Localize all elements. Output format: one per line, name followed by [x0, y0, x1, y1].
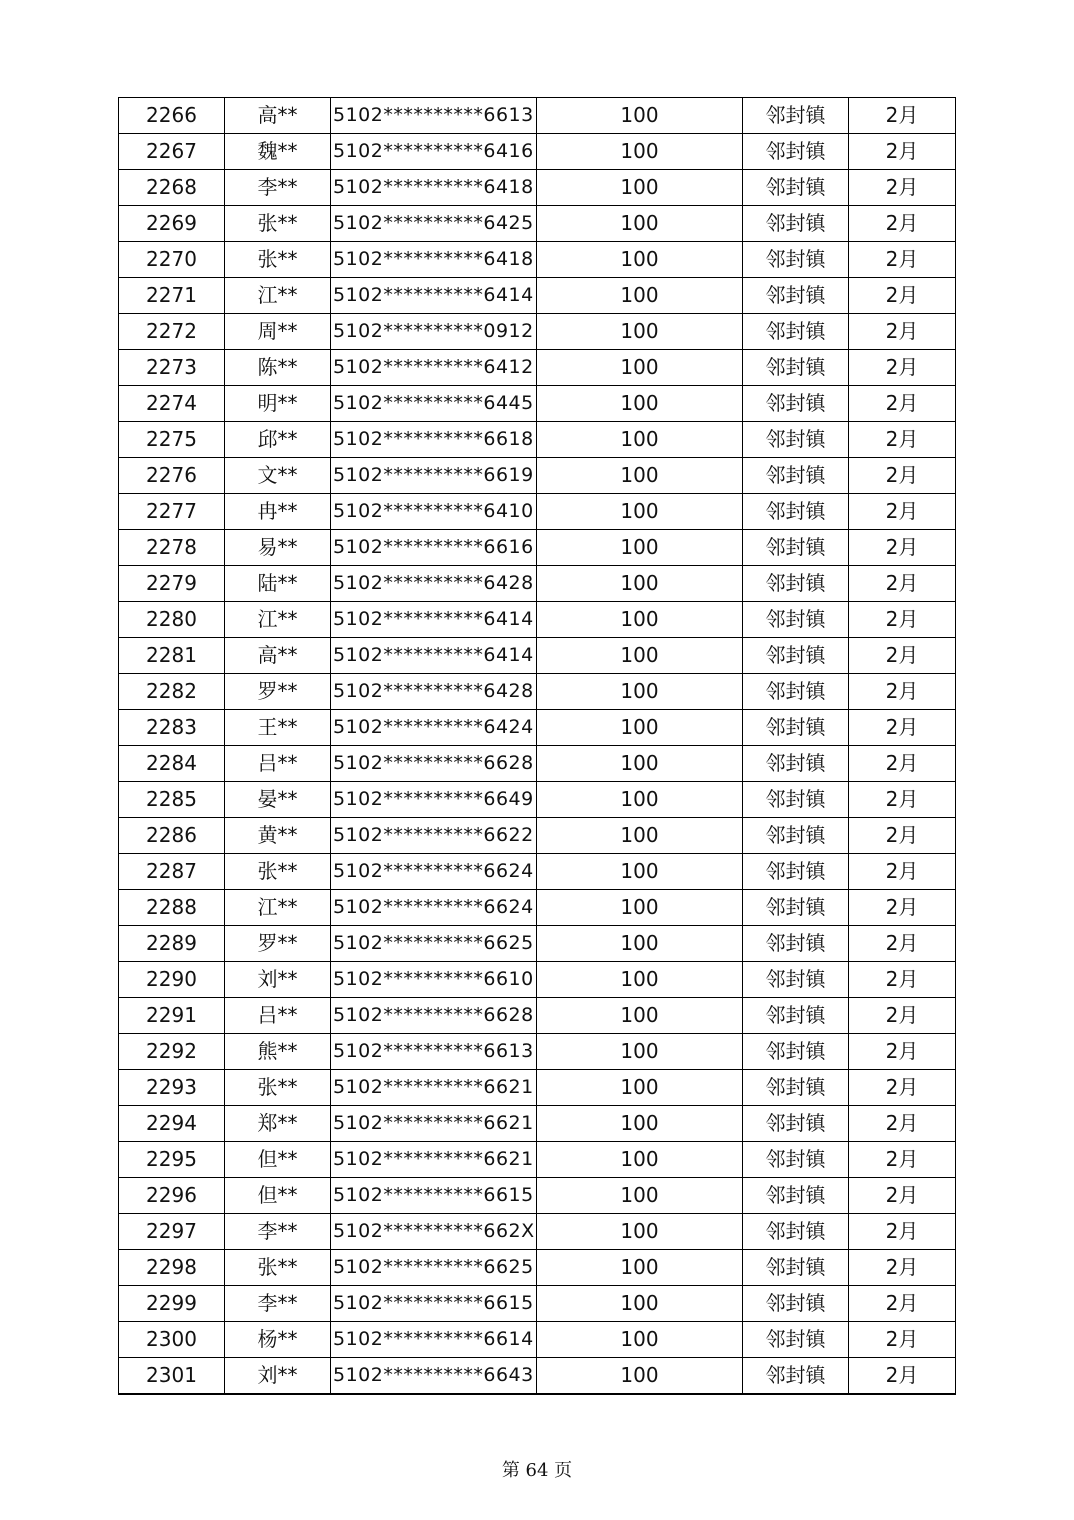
- serial-number-cell: 2293: [119, 1070, 225, 1106]
- town-cell: 邻封镇: [743, 566, 849, 602]
- month-cell: 2月: [849, 206, 956, 242]
- id-number-cell: 5102**********6628: [331, 998, 537, 1034]
- table-row: [119, 1178, 956, 1214]
- amount-cell: 100: [537, 1106, 743, 1142]
- id-number-cell: 5102**********6613: [331, 1034, 537, 1070]
- town-cell: 邻封镇: [743, 1250, 849, 1286]
- name-cell: 魏**: [225, 134, 331, 170]
- table-row: [119, 314, 956, 350]
- amount-cell: 100: [537, 782, 743, 818]
- id-number-cell: 5102**********6613: [331, 98, 537, 134]
- table-row: [119, 170, 956, 206]
- id-number-cell: 5102**********6643: [331, 1358, 537, 1395]
- month-cell: 2月: [849, 1070, 956, 1106]
- month-cell: 2月: [849, 1214, 956, 1250]
- month-cell: 2月: [849, 890, 956, 926]
- amount-cell: 100: [537, 710, 743, 746]
- town-cell: 邻封镇: [743, 674, 849, 710]
- month-cell: 2月: [849, 98, 956, 134]
- amount-cell: 100: [537, 746, 743, 782]
- id-number-cell: 5102**********6414: [331, 602, 537, 638]
- serial-number-cell: 2274: [119, 386, 225, 422]
- table-row: [119, 746, 956, 782]
- amount-cell: 100: [537, 206, 743, 242]
- name-cell: 周**: [225, 314, 331, 350]
- serial-number-cell: 2287: [119, 854, 225, 890]
- id-number-cell: 5102**********6414: [331, 278, 537, 314]
- town-cell: 邻封镇: [743, 494, 849, 530]
- serial-number-cell: 2298: [119, 1250, 225, 1286]
- town-cell: 邻封镇: [743, 782, 849, 818]
- id-number-cell: 5102**********6621: [331, 1106, 537, 1142]
- serial-number-cell: 2299: [119, 1286, 225, 1322]
- month-cell: 2月: [849, 170, 956, 206]
- table-row: [119, 1142, 956, 1178]
- id-number-cell: 5102**********6428: [331, 674, 537, 710]
- serial-number-cell: 2270: [119, 242, 225, 278]
- month-cell: 2月: [849, 422, 956, 458]
- town-cell: 邻封镇: [743, 422, 849, 458]
- name-cell: 高**: [225, 98, 331, 134]
- amount-cell: 100: [537, 962, 743, 998]
- id-number-cell: 5102**********6621: [331, 1070, 537, 1106]
- serial-number-cell: 2273: [119, 350, 225, 386]
- town-cell: 邻封镇: [743, 314, 849, 350]
- name-cell: 李**: [225, 1214, 331, 1250]
- town-cell: 邻封镇: [743, 350, 849, 386]
- serial-number-cell: 2301: [119, 1358, 225, 1395]
- town-cell: 邻封镇: [743, 458, 849, 494]
- month-cell: 2月: [849, 134, 956, 170]
- id-number-cell: 5102**********6414: [331, 638, 537, 674]
- table-row: [119, 422, 956, 458]
- id-number-cell: 5102**********6625: [331, 1250, 537, 1286]
- name-cell: 张**: [225, 1250, 331, 1286]
- table-row: [119, 710, 956, 746]
- serial-number-cell: 2297: [119, 1214, 225, 1250]
- name-cell: 邱**: [225, 422, 331, 458]
- month-cell: 2月: [849, 566, 956, 602]
- month-cell: 2月: [849, 1286, 956, 1322]
- name-cell: 冉**: [225, 494, 331, 530]
- town-cell: 邻封镇: [743, 530, 849, 566]
- table-row: [119, 278, 956, 314]
- table-row: [119, 458, 956, 494]
- town-cell: 邻封镇: [743, 638, 849, 674]
- serial-number-cell: 2272: [119, 314, 225, 350]
- name-cell: 刘**: [225, 962, 331, 998]
- id-number-cell: 5102**********6428: [331, 566, 537, 602]
- month-cell: 2月: [849, 530, 956, 566]
- table-row: [119, 1214, 956, 1250]
- name-cell: 刘**: [225, 1358, 331, 1395]
- name-cell: 王**: [225, 710, 331, 746]
- name-cell: 郑**: [225, 1106, 331, 1142]
- id-number-cell: 5102**********6424: [331, 710, 537, 746]
- table-row: [119, 566, 956, 602]
- page-number: 第 64 页: [501, 1460, 573, 1481]
- town-cell: 邻封镇: [743, 818, 849, 854]
- table-row: [119, 494, 956, 530]
- serial-number-cell: 2288: [119, 890, 225, 926]
- town-cell: 邻封镇: [743, 1106, 849, 1142]
- amount-cell: 100: [537, 854, 743, 890]
- serial-number-cell: 2275: [119, 422, 225, 458]
- town-cell: 邻封镇: [743, 998, 849, 1034]
- town-cell: 邻封镇: [743, 854, 849, 890]
- serial-number-cell: 2286: [119, 818, 225, 854]
- serial-number-cell: 2279: [119, 566, 225, 602]
- id-number-cell: 5102**********6618: [331, 422, 537, 458]
- month-cell: 2月: [849, 854, 956, 890]
- name-cell: 陈**: [225, 350, 331, 386]
- id-number-cell: 5102**********6621: [331, 1142, 537, 1178]
- town-cell: 邻封镇: [743, 1178, 849, 1214]
- month-cell: 2月: [849, 998, 956, 1034]
- amount-cell: 100: [537, 494, 743, 530]
- town-cell: 邻封镇: [743, 206, 849, 242]
- name-cell: 明**: [225, 386, 331, 422]
- amount-cell: 100: [537, 1070, 743, 1106]
- table-row: [119, 206, 956, 242]
- name-cell: 江**: [225, 890, 331, 926]
- serial-number-cell: 2285: [119, 782, 225, 818]
- table-row: [119, 1250, 956, 1286]
- serial-number-cell: 2281: [119, 638, 225, 674]
- month-cell: 2月: [849, 710, 956, 746]
- month-cell: 2月: [849, 674, 956, 710]
- table-row: [119, 782, 956, 818]
- month-cell: 2月: [849, 1250, 956, 1286]
- amount-cell: 100: [537, 530, 743, 566]
- serial-number-cell: 2271: [119, 278, 225, 314]
- month-cell: 2月: [849, 314, 956, 350]
- name-cell: 但**: [225, 1142, 331, 1178]
- town-cell: 邻封镇: [743, 98, 849, 134]
- serial-number-cell: 2276: [119, 458, 225, 494]
- amount-cell: 100: [537, 134, 743, 170]
- month-cell: 2月: [849, 926, 956, 962]
- table-row: [119, 926, 956, 962]
- town-cell: 邻封镇: [743, 746, 849, 782]
- month-cell: 2月: [849, 494, 956, 530]
- id-number-cell: 5102**********662X: [331, 1214, 537, 1250]
- month-cell: 2月: [849, 746, 956, 782]
- id-number-cell: 5102**********6624: [331, 854, 537, 890]
- amount-cell: 100: [537, 242, 743, 278]
- name-cell: 张**: [225, 854, 331, 890]
- amount-cell: 100: [537, 170, 743, 206]
- month-cell: 2月: [849, 1322, 956, 1358]
- amount-cell: 100: [537, 602, 743, 638]
- month-cell: 2月: [849, 278, 956, 314]
- serial-number-cell: 2296: [119, 1178, 225, 1214]
- serial-number-cell: 2300: [119, 1322, 225, 1358]
- table-row: [119, 890, 956, 926]
- serial-number-cell: 2278: [119, 530, 225, 566]
- table-row: [119, 1070, 956, 1106]
- amount-cell: 100: [537, 674, 743, 710]
- name-cell: 李**: [225, 170, 331, 206]
- name-cell: 江**: [225, 278, 331, 314]
- month-cell: 2月: [849, 818, 956, 854]
- amount-cell: 100: [537, 1322, 743, 1358]
- amount-cell: 100: [537, 926, 743, 962]
- town-cell: 邻封镇: [743, 1214, 849, 1250]
- id-number-cell: 5102**********6616: [331, 530, 537, 566]
- month-cell: 2月: [849, 1034, 956, 1070]
- name-cell: 易**: [225, 530, 331, 566]
- serial-number-cell: 2295: [119, 1142, 225, 1178]
- name-cell: 李**: [225, 1286, 331, 1322]
- town-cell: 邻封镇: [743, 1358, 849, 1395]
- name-cell: 张**: [225, 242, 331, 278]
- serial-number-cell: 2277: [119, 494, 225, 530]
- name-cell: 但**: [225, 1178, 331, 1214]
- id-number-cell: 5102**********6418: [331, 242, 537, 278]
- id-number-cell: 5102**********6412: [331, 350, 537, 386]
- name-cell: 江**: [225, 602, 331, 638]
- name-cell: 罗**: [225, 674, 331, 710]
- town-cell: 邻封镇: [743, 890, 849, 926]
- amount-cell: 100: [537, 1286, 743, 1322]
- serial-number-cell: 2266: [119, 98, 225, 134]
- amount-cell: 100: [537, 1034, 743, 1070]
- town-cell: 邻封镇: [743, 1142, 849, 1178]
- id-number-cell: 5102**********6625: [331, 926, 537, 962]
- amount-cell: 100: [537, 98, 743, 134]
- town-cell: 邻封镇: [743, 134, 849, 170]
- name-cell: 文**: [225, 458, 331, 494]
- amount-cell: 100: [537, 350, 743, 386]
- month-cell: 2月: [849, 638, 956, 674]
- serial-number-cell: 2280: [119, 602, 225, 638]
- month-cell: 2月: [849, 1178, 956, 1214]
- amount-cell: 100: [537, 1214, 743, 1250]
- serial-number-cell: 2294: [119, 1106, 225, 1142]
- serial-number-cell: 2289: [119, 926, 225, 962]
- table-row: [119, 350, 956, 386]
- id-number-cell: 5102**********6628: [331, 746, 537, 782]
- month-cell: 2月: [849, 458, 956, 494]
- id-number-cell: 5102**********6649: [331, 782, 537, 818]
- town-cell: 邻封镇: [743, 1070, 849, 1106]
- table-row: [119, 1106, 956, 1142]
- name-cell: 陆**: [225, 566, 331, 602]
- amount-cell: 100: [537, 1250, 743, 1286]
- table-row: [119, 530, 956, 566]
- amount-cell: 100: [537, 1358, 743, 1395]
- month-cell: 2月: [849, 242, 956, 278]
- amount-cell: 100: [537, 422, 743, 458]
- town-cell: 邻封镇: [743, 602, 849, 638]
- id-number-cell: 5102**********6614: [331, 1322, 537, 1358]
- amount-cell: 100: [537, 314, 743, 350]
- town-cell: 邻封镇: [743, 386, 849, 422]
- id-number-cell: 5102**********6615: [331, 1286, 537, 1322]
- name-cell: 吕**: [225, 998, 331, 1034]
- amount-cell: 100: [537, 458, 743, 494]
- serial-number-cell: 2267: [119, 134, 225, 170]
- town-cell: 邻封镇: [743, 710, 849, 746]
- serial-number-cell: 2283: [119, 710, 225, 746]
- serial-number-cell: 2291: [119, 998, 225, 1034]
- id-number-cell: 5102**********0912: [331, 314, 537, 350]
- name-cell: 晏**: [225, 782, 331, 818]
- id-number-cell: 5102**********6619: [331, 458, 537, 494]
- town-cell: 邻封镇: [743, 962, 849, 998]
- month-cell: 2月: [849, 1142, 956, 1178]
- amount-cell: 100: [537, 638, 743, 674]
- amount-cell: 100: [537, 890, 743, 926]
- table-row: [119, 1322, 956, 1358]
- month-cell: 2月: [849, 350, 956, 386]
- table-row: [119, 1034, 956, 1070]
- table-row: [119, 674, 956, 710]
- month-cell: 2月: [849, 602, 956, 638]
- table-row: [119, 134, 956, 170]
- id-number-cell: 5102**********6416: [331, 134, 537, 170]
- id-number-cell: 5102**********6445: [331, 386, 537, 422]
- name-cell: 熊**: [225, 1034, 331, 1070]
- serial-number-cell: 2284: [119, 746, 225, 782]
- table-row: [119, 242, 956, 278]
- amount-cell: 100: [537, 278, 743, 314]
- table-row: [119, 602, 956, 638]
- town-cell: 邻封镇: [743, 1322, 849, 1358]
- table-row: [119, 818, 956, 854]
- month-cell: 2月: [849, 782, 956, 818]
- table-row: [119, 854, 956, 890]
- data-table: [118, 97, 956, 1395]
- serial-number-cell: 2268: [119, 170, 225, 206]
- town-cell: 邻封镇: [743, 170, 849, 206]
- id-number-cell: 5102**********6610: [331, 962, 537, 998]
- name-cell: 杨**: [225, 1322, 331, 1358]
- name-cell: 高**: [225, 638, 331, 674]
- month-cell: 2月: [849, 962, 956, 998]
- amount-cell: 100: [537, 1178, 743, 1214]
- serial-number-cell: 2290: [119, 962, 225, 998]
- name-cell: 张**: [225, 206, 331, 242]
- amount-cell: 100: [537, 818, 743, 854]
- id-number-cell: 5102**********6622: [331, 818, 537, 854]
- serial-number-cell: 2282: [119, 674, 225, 710]
- amount-cell: 100: [537, 386, 743, 422]
- amount-cell: 100: [537, 566, 743, 602]
- id-number-cell: 5102**********6615: [331, 1178, 537, 1214]
- name-cell: 吕**: [225, 746, 331, 782]
- id-number-cell: 5102**********6410: [331, 494, 537, 530]
- town-cell: 邻封镇: [743, 926, 849, 962]
- table-row: [119, 98, 956, 134]
- table-row: [119, 1358, 956, 1395]
- serial-number-cell: 2269: [119, 206, 225, 242]
- table-row: [119, 998, 956, 1034]
- name-cell: 罗**: [225, 926, 331, 962]
- town-cell: 邻封镇: [743, 278, 849, 314]
- month-cell: 2月: [849, 386, 956, 422]
- amount-cell: 100: [537, 1142, 743, 1178]
- town-cell: 邻封镇: [743, 1286, 849, 1322]
- table-row: [119, 638, 956, 674]
- name-cell: 黄**: [225, 818, 331, 854]
- table-row: [119, 386, 956, 422]
- table-row: [119, 962, 956, 998]
- amount-cell: 100: [537, 998, 743, 1034]
- table-row: [119, 1286, 956, 1322]
- id-number-cell: 5102**********6425: [331, 206, 537, 242]
- month-cell: 2月: [849, 1358, 956, 1395]
- id-number-cell: 5102**********6418: [331, 170, 537, 206]
- serial-number-cell: 2292: [119, 1034, 225, 1070]
- id-number-cell: 5102**********6624: [331, 890, 537, 926]
- name-cell: 张**: [225, 1070, 331, 1106]
- town-cell: 邻封镇: [743, 242, 849, 278]
- month-cell: 2月: [849, 1106, 956, 1142]
- town-cell: 邻封镇: [743, 1034, 849, 1070]
- table-body: [119, 98, 956, 1395]
